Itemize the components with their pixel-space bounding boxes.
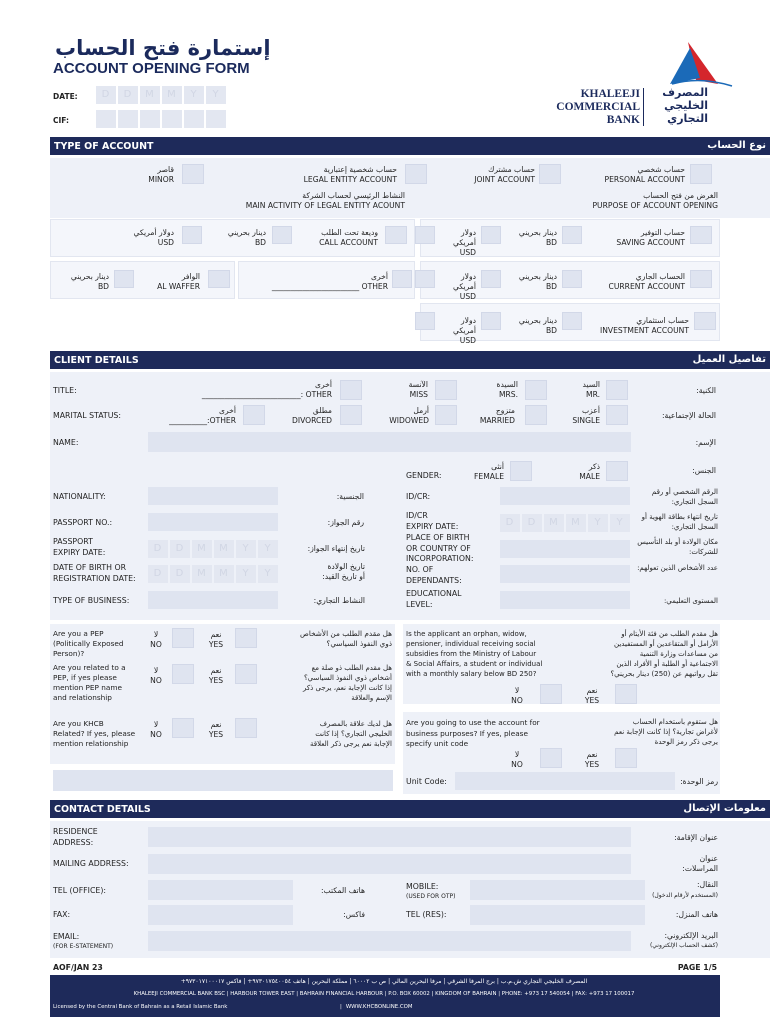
joint-account-checkbox[interactable] (539, 164, 561, 184)
single-label: أعزب SINGLE (572, 406, 600, 425)
pep-related-question-ar: هل مقدم الطلب ذو صلة مع أشخاص ذوي النفوذ السياسي؟ إذا كانت الإجابة نعم، يرجى ذكر الإسم والعلاقة (302, 664, 392, 702)
passport-expiry-field[interactable]: D D M M Y Y (148, 540, 278, 558)
purpose-label: الغرض من فتح الحساب PURPOSE OF ACCOUNT OPENING (592, 191, 718, 210)
fax-field[interactable] (148, 905, 293, 925)
orphan-no-checkbox[interactable] (540, 684, 562, 704)
sail-logo-icon (660, 40, 745, 88)
investment-usd-checkbox[interactable] (415, 312, 435, 330)
personal-account-label: حساب شخصي PERSONAL ACCOUNT (604, 165, 685, 184)
name-label: NAME: (53, 438, 79, 447)
title-mr-checkbox[interactable] (606, 380, 628, 400)
joint-account-label: حساب مشترك JOINT ACCOUNT (474, 165, 535, 184)
idcr-field[interactable] (500, 487, 630, 505)
widowed-checkbox[interactable] (435, 405, 457, 425)
date-label: DATE: (53, 92, 78, 101)
current-usd-checkbox[interactable] (415, 270, 435, 288)
title-mr-label: السيد MR. (582, 380, 600, 399)
footer-website[interactable]: | WWW.KHCBONLINE.COM (340, 1004, 413, 1010)
mobile-note-ar: (المستخدم لأرقام الدخول) (652, 892, 718, 899)
title-label: TITLE: (53, 386, 77, 395)
pep-no-checkbox[interactable] (172, 628, 194, 648)
current-bd-label: دينار بحريني BD (518, 272, 557, 291)
current-checkbox-2[interactable] (562, 270, 582, 288)
unit-code-label: Unit Code: (406, 777, 447, 786)
date-cell: M (140, 86, 160, 104)
idcr-expiry-label-ar: تاريخ انتهاء بطاقة الهوية أو السجل التجاري: (641, 513, 718, 531)
bank-name-line: KHALEEJI (580, 88, 640, 100)
business-purpose-question-ar: هل ستقوم باستخدام الحساب لأغراض تجارية؟ إذا كانت الإجابة نعم يرجى ذكر رمز الوحدة (614, 718, 718, 746)
title-mrs-label: السيدة MRS. (496, 380, 518, 399)
saving-usd-checkbox[interactable] (415, 226, 435, 244)
waffer-label: الوافر AL WAFFER (157, 272, 200, 291)
bank-name-ar (648, 86, 708, 125)
other-account-checkbox[interactable] (392, 270, 412, 288)
mailing-address-label-ar: عنوان المراسلات: (682, 854, 718, 873)
section-title: TYPE OF ACCOUNT (54, 141, 154, 152)
section-title: CLIENT DETAILS (54, 355, 139, 366)
saving-bd-label: دينار بحريني BD (518, 228, 557, 247)
investment-bd-checkbox[interactable] (481, 312, 501, 330)
fax-label: FAX: (53, 910, 71, 919)
khcb-no-checkbox[interactable] (172, 718, 194, 738)
business-purpose-no-checkbox[interactable] (540, 748, 562, 768)
investment-usd-label: دولار أمريكي USD (452, 316, 476, 345)
bank-name-line: BANK (606, 114, 640, 126)
call-usd-checkbox[interactable] (182, 226, 202, 244)
personal-account-checkbox[interactable] (690, 164, 712, 184)
contact-details-header (50, 800, 770, 818)
section-title: CONTACT DETAILS (54, 804, 151, 815)
pep-yes-checkbox[interactable] (235, 628, 257, 648)
dob-label: DATE OF BIRTH OR REGISTRATION DATE: (53, 563, 136, 583)
business-purpose-yes-checkbox[interactable] (615, 748, 637, 768)
khcb-relationship-field[interactable] (53, 770, 393, 791)
main-activity-label: النشاط الرئيسي لحساب الشركة MAIN ACTIVITY OF LEGAL ENTITY ACOUNT (245, 191, 405, 210)
other-account-label: أخرى _______________________ OTHER (271, 272, 388, 291)
footer-arabic-address: المصرف الخليجي التجاري ش.م.ب | برج المرفأ الشرقي | مرفأ البحرين المالي | ص ب ٦٠٠٠٢ | مملكة البحرين | هاتف ٩٧٣٠١٧٥٤٠٠٥٤+ | فاكس ٩٧٣٠١٧١٠٠٠١٧+ (180, 978, 588, 985)
birthplace-label-ar: مكان الولادة أو بلد التأسيس للشركات: (637, 538, 718, 556)
footer-english-address: KHALEEJI COMMERCIAL BANK BSC | HARBOUR TOWER EAST | BAHRAIN FINANCIAL HARBOUR | P.O. BOX 60002 | KINGDOM OF BAHRAIN | PHONE: +973 17 540054 | FAX: +973 17 100017 (133, 991, 635, 997)
bank-name-line: المصرف (662, 86, 708, 99)
investment-bd-label: دينار بحريني BD (518, 316, 557, 335)
birthplace-field[interactable] (500, 540, 630, 558)
passport-field[interactable] (148, 513, 278, 531)
arabic-title: إستمارة فتح الحساب (55, 36, 271, 60)
khcb-related-question: Are you KHCB Related? If yes, please mention relationship (53, 719, 136, 748)
dob-field[interactable]: D D M M Y Y (148, 565, 278, 583)
date-cell: M (162, 86, 182, 104)
orphan-question-ar: هل مقدم الطلب من فئة الأيتام أو الأرامل أو المتقاعدين أو المستفيدين من مساعدات وزارة التنمية الاجتماعية أو الطلبة أو الأفراد الذين تقل رواتبهم عن (250) دينار بحريني؟ (610, 630, 718, 678)
current-account-label: الحساب الجاري CURRENT ACCOUNT (608, 272, 685, 291)
english-title: ACCOUNT OPENING FORM (53, 60, 250, 77)
saving-account-label: حساب التوفير SAVING ACCOUNT (616, 228, 685, 247)
bank-name-line: التجاري (667, 112, 708, 125)
marital-status-label: MARITAL STATUS: (53, 411, 121, 420)
date-cell: Y (184, 86, 204, 104)
birthplace-label: PLACE OF BIRTH OR COUNTRY OF INCORPORATION: (406, 533, 474, 563)
khcb-yes-checkbox[interactable] (235, 718, 257, 738)
orphan-question: Is the applicant an orphan, widow, pensioner, individual receiving social subsidies from the Ministry of Labour & Social Affairs, a student or individual with a monthly salary below BD 250? (406, 630, 543, 678)
residence-label: RESIDENCE ADDRESS: (53, 827, 98, 847)
unit-code-label-ar: رمز الوحدة: (680, 777, 718, 786)
khcb-related-question-ar: هل لديك علاقة بالمصرف الخليجي التجاري؟ إذا كانت الإجابة نعم يرجى ذكر العلاقة (310, 720, 392, 748)
khcb-no-label: لا NO (150, 720, 162, 739)
dependants-label-ar: عدد الأشخاص الذين تعولهم: (637, 564, 718, 572)
title-other-label: أخرى __________________________: OTHER (201, 380, 332, 399)
nationality-label: NATIONALITY: (53, 492, 106, 501)
current-bd-checkbox[interactable] (481, 270, 501, 288)
business-type-label-ar: النشاط التجاري: (313, 596, 365, 605)
title-other-checkbox[interactable] (340, 380, 362, 400)
pep-question-ar: هل مقدم الطلب من الأشخاص ذوي النفوذ السياسي؟ (300, 629, 392, 648)
form-code: AOF/JAN 23 (53, 963, 103, 972)
passport-label: PASSPORT NO.: (53, 518, 113, 527)
saving-bd-checkbox-2[interactable] (562, 226, 582, 244)
pep-related-no-checkbox[interactable] (172, 664, 194, 684)
title-label-ar: الكنية: (696, 386, 716, 395)
email-label-ar: البريد الإلكتروني: (664, 931, 718, 940)
female-label: أنثى FEMALE (474, 462, 504, 481)
date-cell: D (96, 86, 116, 104)
passport-expiry-label: PASSPORT EXPIRY DATE: (53, 537, 106, 557)
name-field[interactable] (148, 432, 631, 452)
date-cell: D (118, 86, 138, 104)
mailing-address-label: MAILING ADDRESS: (53, 859, 129, 868)
unit-code-field[interactable] (455, 772, 675, 790)
education-field[interactable] (500, 591, 630, 609)
pep-no-label: لا NO (150, 630, 162, 649)
business-purpose-yes-label: نعم YES (584, 750, 600, 769)
mobile-field[interactable] (470, 880, 645, 900)
gender-label: GENDER: (406, 471, 442, 480)
cif-field[interactable] (96, 110, 226, 128)
pep-yes-label: نعم YES (208, 630, 224, 649)
widowed-label: أرمل WIDOWED (389, 406, 429, 425)
title-mrs-checkbox[interactable] (525, 380, 547, 400)
idcr-label: ID/CR: (406, 492, 431, 501)
email-label: EMAIL: (53, 932, 80, 941)
tel-res-label-ar: هاتف المنزل: (675, 910, 718, 919)
call-bd-label: دينار بحريني BD (227, 228, 266, 247)
pep-related-yes-label: نعم YES (208, 666, 224, 685)
married-label: متزوج MARRIED (479, 406, 515, 425)
call-usd-label: دولار أمريكي USD (133, 228, 174, 247)
title-miss-label: الآنسة MISS (408, 380, 428, 399)
email-note: (FOR E-STATEMENT) (53, 943, 114, 950)
current-usd-label: دولار أمريكي USD (452, 272, 476, 301)
name-label-ar: الإسم: (695, 438, 716, 447)
passport-label-ar: رقم الجواز: (327, 518, 364, 527)
male-label: ذكر MALE (579, 462, 600, 481)
orphan-yes-label: نعم YES (584, 686, 600, 705)
idcr-expiry-field[interactable]: D D M M Y Y (500, 514, 630, 532)
email-note-ar: (كشف الحساب الإلكتروني) (649, 942, 718, 949)
male-checkbox[interactable] (606, 461, 628, 481)
email-field[interactable] (148, 931, 631, 951)
saving-usd-label: دولار أمريكي USD (452, 228, 476, 257)
marital-other-checkbox[interactable] (243, 405, 265, 425)
single-checkbox[interactable] (606, 405, 628, 425)
business-type-field[interactable] (148, 591, 278, 609)
pep-related-no-label: لا NO (150, 666, 162, 685)
pep-question: Are you a PEP (Politically Exposed Person)? (53, 629, 124, 658)
tel-office-label-ar: هاتف المكتب: (320, 886, 365, 895)
pep-related-yes-checkbox[interactable] (235, 664, 257, 684)
cif-label: CIF: (53, 116, 70, 125)
minor-checkbox[interactable] (182, 164, 204, 184)
gender-label-ar: الجنس: (692, 466, 716, 475)
nationality-label-ar: الجنسية: (336, 492, 364, 501)
footer-licence: Licensed by the Central Bank of Bahrain as a Retail Islamic Bank (53, 1004, 228, 1010)
mobile-label-ar: النقال: (697, 880, 718, 889)
married-checkbox[interactable] (525, 405, 547, 425)
mailing-address-field[interactable] (148, 854, 631, 874)
minor-label: قاصر MINOR (148, 165, 174, 184)
dependants-label: NO. OF DEPENDANTS: (406, 565, 462, 585)
fax-label-ar: فاكس: (343, 910, 365, 919)
logo-divider (643, 88, 644, 126)
divorced-label: مطلق DIVORCED (292, 406, 332, 425)
divorced-checkbox[interactable] (340, 405, 362, 425)
client-details-header (50, 351, 770, 369)
tel-office-field[interactable] (148, 880, 293, 900)
mobile-note: (USED FOR OTP) (406, 893, 456, 900)
date-field[interactable] (96, 86, 226, 104)
business-purpose-no-label: لا NO (511, 750, 523, 769)
mobile-label: MOBILE: (406, 882, 439, 891)
khcb-yes-label: نعم YES (208, 720, 224, 739)
section-title-ar: نوع الحساب (707, 140, 766, 151)
page-number: PAGE 1/5 (677, 963, 717, 972)
business-purpose-question: Are you going to use the account for business purposes? If yes, please specify unit code (406, 718, 540, 748)
education-label-ar: المستوى التعليمي: (663, 597, 718, 605)
waffer-bd-checkbox[interactable] (114, 270, 134, 288)
business-type-label: TYPE OF BUSINESS: (53, 596, 130, 605)
section-title-ar: معلومات الإتصال (683, 803, 766, 814)
marital-status-label-ar: الحالة الإجتماعية: (661, 411, 716, 420)
bank-name-en (548, 88, 640, 127)
type-of-account-header (50, 137, 770, 155)
passport-expiry-label-ar: تاريخ إنتهاء الجواز: (307, 544, 365, 553)
waffer-checkbox[interactable] (208, 270, 230, 288)
call-account-label: وديعة تحت الطلب CALL ACCOUNT (319, 228, 378, 247)
current-account-checkbox[interactable] (690, 270, 712, 288)
saving-account-checkbox[interactable] (690, 226, 712, 244)
pep-related-question: Are you related to a PEP, if yes please mention PEP name and relationship (53, 663, 126, 702)
date-cell: Y (206, 86, 226, 104)
saving-bd-checkbox[interactable] (481, 226, 501, 244)
orphan-yes-checkbox[interactable] (615, 684, 637, 704)
marital-other-label: أخرى __________:OTHER (169, 406, 236, 425)
orphan-no-label: لا NO (511, 686, 523, 705)
investment-account-checkbox[interactable] (694, 312, 716, 330)
idcr-label-ar: الرقم الشخصي أو رقم السجل التجاري: (651, 488, 718, 506)
residence-label-ar: عنوان الإقامة: (674, 833, 718, 842)
call-bd-checkbox[interactable] (272, 226, 292, 244)
title-miss-checkbox[interactable] (435, 380, 457, 400)
investment-account-label: حساب استثماري INVESTMENT ACCOUNT (600, 316, 689, 335)
call-account-checkbox[interactable] (385, 226, 407, 244)
tel-res-label: TEL (RES): (406, 910, 447, 919)
tel-office-label: TEL (OFFICE): (53, 886, 106, 895)
dob-label-ar: تاريخ الولادة أو تاريخ القيد: (322, 562, 365, 581)
education-label: EDUCATIONAL LEVEL: (406, 589, 462, 609)
idcr-expiry-label: ID/CR EXPIRY DATE: (406, 511, 459, 531)
residence-field[interactable] (148, 827, 631, 847)
waffer-bd-label: دينار بحريني BD (70, 272, 109, 291)
legal-entity-account-checkbox[interactable] (405, 164, 427, 184)
investment-checkbox-2[interactable] (562, 312, 582, 330)
female-checkbox[interactable] (510, 461, 532, 481)
bank-name-line: الخليجي (664, 99, 708, 112)
bank-name-line: COMMERCIAL (556, 101, 640, 113)
legal-entity-account-label: حساب شخصية إعتبارية LEGAL ENTITY ACCOUNT (303, 165, 397, 184)
dependants-field[interactable] (500, 565, 630, 583)
nationality-field[interactable] (148, 487, 278, 505)
tel-res-field[interactable] (470, 905, 645, 925)
section-title-ar: تفاصيل العميل (692, 354, 766, 365)
